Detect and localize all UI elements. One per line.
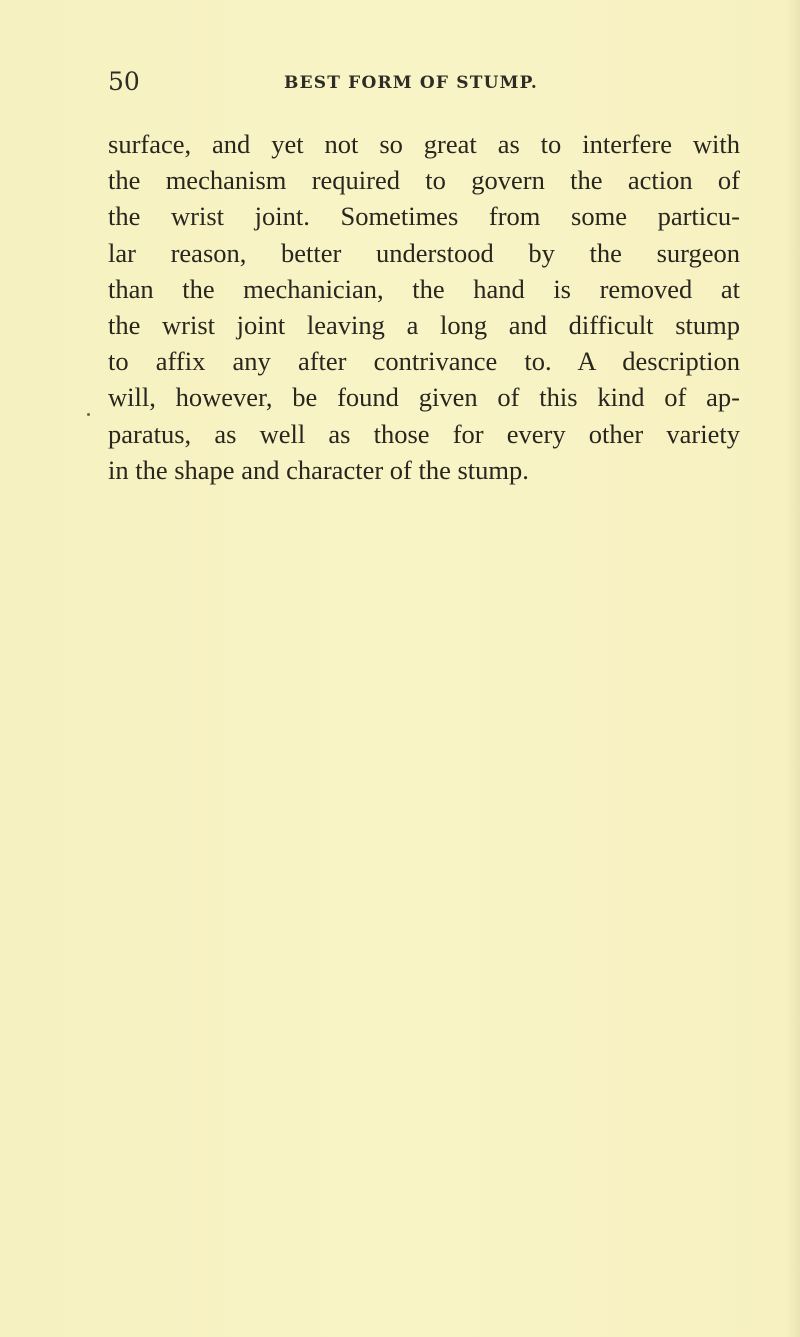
- text-line: to affix any after contrivance to. A description: [108, 346, 740, 377]
- page-edge-shadow: [786, 0, 800, 1337]
- text-line: paratus, as well as those for every other variety: [108, 418, 740, 449]
- text-line: the mechanism required to govern the action of: [108, 165, 740, 196]
- page-header: [108, 66, 740, 98]
- body-paragraph: [108, 126, 740, 488]
- page-number: 50: [108, 67, 140, 96]
- text-line: lar reason, better understood by the surgeon: [108, 237, 740, 268]
- text-line: than the mechanician, the hand is removed at: [108, 273, 740, 304]
- running-head: BEST FORM OF STUMP.: [284, 73, 538, 93]
- text-line: surface, and yet not so great as to interfere with: [108, 129, 740, 159]
- text-line: the wrist joint. Sometimes from some particu-: [108, 201, 740, 232]
- text-line: the wrist joint leaving a long and difficult stump: [108, 310, 740, 341]
- text-line: will, however, be found given of this kind of ap-: [108, 382, 740, 413]
- margin-speck: [87, 413, 90, 416]
- text-line: in the shape and character of the stump.: [108, 454, 529, 485]
